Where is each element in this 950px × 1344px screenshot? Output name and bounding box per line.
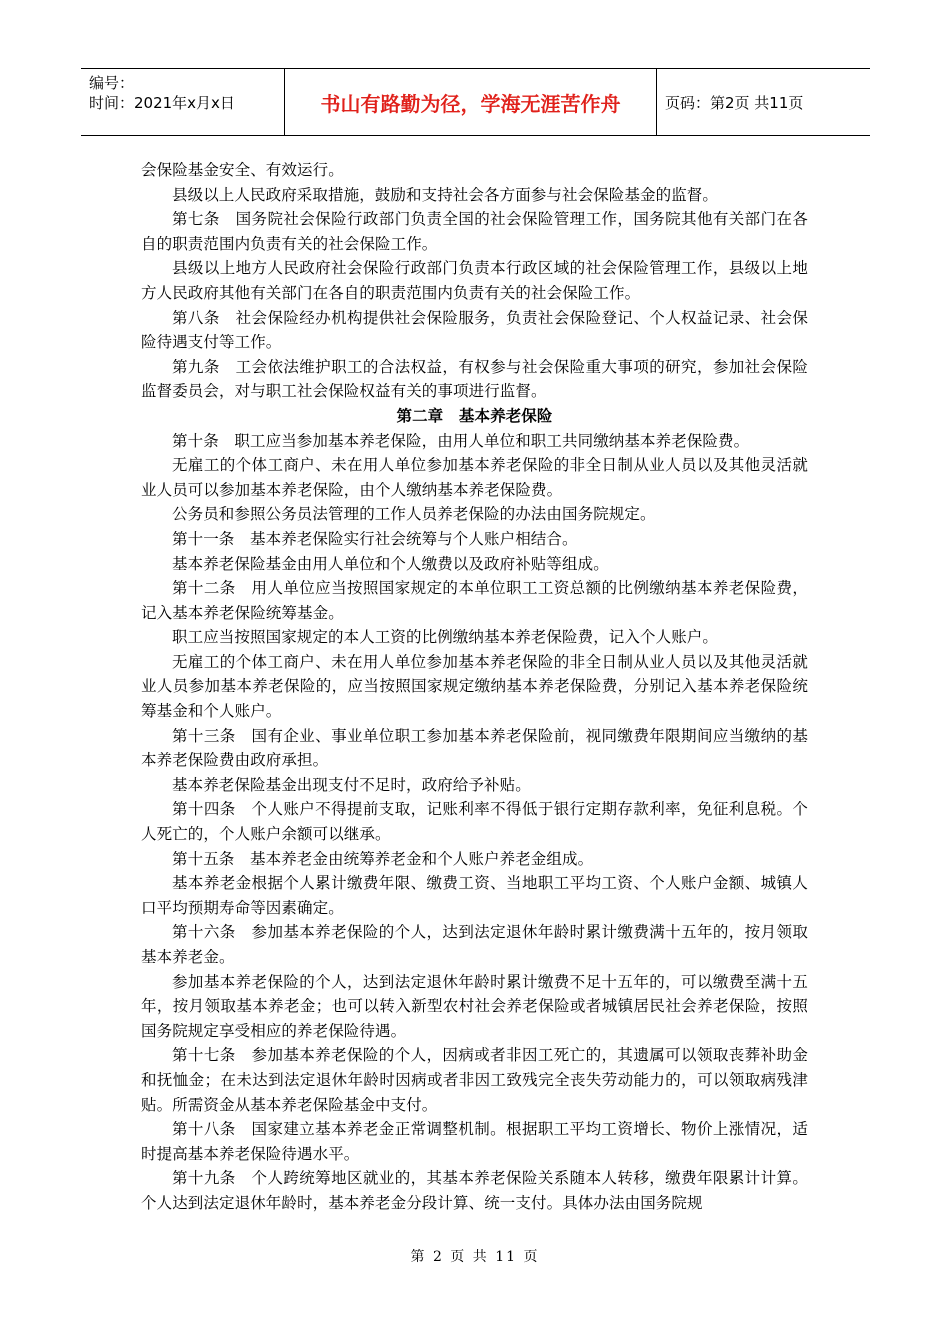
- paragraph: 公务员和参照公务员法管理的工作人员养老保险的办法由国务院规定。: [172, 505, 656, 524]
- paragraph: 第九条 工会依法维护职工的合法权益，有权参与社会保险重大事项的研究，参加社会保险监督委员会，对与职工社会保险权益有关的事项进行监督。: [141, 357, 808, 401]
- document-body: [141, 158, 808, 1216]
- paragraph: 无雇工的个体工商户、未在用人单位参加基本养老保险的非全日制从业人员以及其他灵活就业人员参加基本养老保险的，应当按照国家规定缴纳基本养老保险费，分别记入基本养老保险统筹基金和个人账户。: [141, 652, 808, 721]
- page-footer: 第 2 页 共 11 页: [410, 1249, 540, 1265]
- header-page-info: 页码：第2页 共11页: [665, 93, 804, 112]
- paragraph: 第十九条 个人跨统筹地区就业的，其基本养老保险关系随本人转移，缴费年限累计计算。个人达到法定退休年龄时，基本养老金分段计算、统一支付。具体办法由国务院规: [141, 1169, 808, 1212]
- paragraph: 第十二条 用人单位应当按照国家规定的本单位职工工资总额的比例缴纳基本养老保险费，记入基本养老保险统筹基金。: [141, 579, 808, 622]
- paragraph: 第七条 国务院社会保险行政部门负责全国的社会保险管理工作，国务院其他有关部门在各自的职责范围内负责有关的社会保险工作。: [141, 210, 808, 253]
- paragraph: 第十八条 国家建立基本养老金正常调整机制。根据职工平均工资增长、物价上涨情况，适时提高基本养老保险待遇水平。: [141, 1120, 808, 1163]
- paragraph: 第十一条 基本养老保险实行社会统筹与个人账户相结合。: [172, 529, 578, 548]
- paragraph: 第十六条 参加基本养老保险的个人，达到法定退休年龄时累计缴费满十五年的，按月领取基本养老金。: [141, 923, 808, 966]
- paragraph: 第十条 职工应当参加基本养老保险，由用人单位和职工共同缴纳基本养老保险费。: [172, 431, 750, 450]
- header-motto: 书山有路勤为径，学海无涯苦作舟: [285, 69, 657, 135]
- page-header: [81, 68, 870, 136]
- paragraph: 第八条 社会保险经办机构提供社会保险服务，负责社会保险登记、个人权益记录、社会保险待遇支付等工作。: [141, 308, 808, 352]
- chapter-title: 第二章 基本养老保险: [396, 405, 553, 425]
- paragraph: 第十七条 参加基本养老保险的个人，因病或者非因工死亡的，其遗属可以领取丧葬补助金和抚恤金；在未达到法定退休年龄时因病或者非因工致残完全丧失劳动能力的，可以领取病残津贴。所需资金从基本养老保险基金中支付。: [141, 1046, 808, 1114]
- document-date-label: 时间：2021年x月x日: [89, 94, 235, 112]
- document-number-label: 编号：: [89, 74, 135, 92]
- paragraph: 基本养老金根据个人累计缴费年限、缴费工资、当地职工平均工资、个人账户金额、城镇人口平均预期寿命等因素确定。: [141, 874, 808, 917]
- paragraph: 县级以上人民政府采取措施，鼓励和支持社会各方面参与社会保险基金的监督。: [172, 185, 719, 204]
- paragraph: 会保险基金安全、有效运行。: [141, 161, 344, 179]
- paragraph: 参加基本养老保险的个人，达到法定退休年龄时累计缴费不足十五年的，可以缴费至满十五年，按月领取基本养老金；也可以转入新型农村社会养老保险或者城镇居民社会养老保险，按照国务院规定享受相应的养老保险待遇。: [141, 972, 808, 1040]
- paragraph: 第十五条 基本养老金由统筹养老金和个人账户养老金组成。: [172, 849, 594, 868]
- paragraph: 无雇工的个体工商户、未在用人单位参加基本养老保险的非全日制从业人员以及其他灵活就业人员可以参加基本养老保险，由个人缴纳基本养老保险费。: [141, 456, 808, 499]
- paragraph: 第十四条 个人账户不得提前支取，记账利率不得低于银行定期存款利率，免征利息税。个人死亡的，个人账户余额可以继承。: [141, 800, 808, 844]
- paragraph: 职工应当按照国家规定的本人工资的比例缴纳基本养老保险费，记入个人账户。: [172, 628, 719, 647]
- paragraph: 基本养老保险基金出现支付不足时，政府给予补贴。: [172, 775, 531, 794]
- paragraph: 县级以上地方人民政府社会保险行政部门负责本行政区域的社会保险管理工作，县级以上地方人民政府其他有关部门在各自的职责范围内负责有关的社会保险工作。: [141, 259, 808, 302]
- paragraph: 基本养老保险基金由用人单位和个人缴费以及政府补贴等组成。: [172, 554, 609, 573]
- header-meta: [81, 69, 285, 135]
- paragraph: 第十三条 国有企业、事业单位职工参加基本养老保险前，视同缴费年限期间应当缴纳的基本养老保险费由政府承担。: [141, 726, 808, 770]
